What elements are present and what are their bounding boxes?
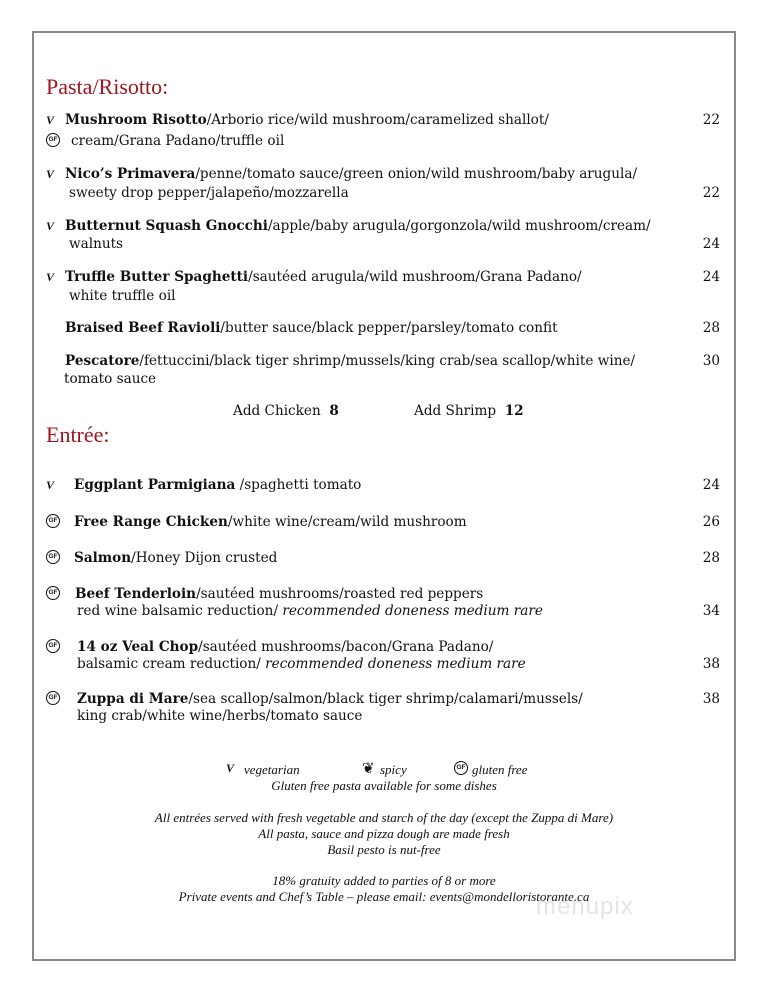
item-price: 28 xyxy=(702,550,720,566)
legend-spicy: spicy xyxy=(380,762,407,777)
item-description: /Honey Dijon crusted xyxy=(131,550,278,566)
section-title-entree: Entrée: xyxy=(46,422,110,447)
menu-item xyxy=(46,476,720,496)
menu-item xyxy=(46,585,720,625)
menu-item xyxy=(46,319,720,339)
item-price: 38 xyxy=(702,691,720,707)
item-price: 24 xyxy=(702,269,720,285)
item-note: recommended doneness medium rare xyxy=(282,603,543,619)
vegetarian-icon: V xyxy=(46,270,55,284)
item-name: Zuppa di Mare xyxy=(77,691,189,707)
item-description: /fettuccini/black tiger shrimp/mussels/king crab/sea scallop/white wine/ xyxy=(139,353,636,369)
menu-item xyxy=(46,690,720,730)
item-name: Butternut Squash Gnocchi xyxy=(65,218,268,234)
legend-gluten-free: gluten free xyxy=(472,762,528,777)
item-name: Pescatore xyxy=(65,353,140,369)
item-price: 34 xyxy=(702,603,720,619)
gluten-free-icon: GF xyxy=(46,586,60,600)
item-description-line2: balsamic cream reduction/ xyxy=(77,656,266,672)
add-chicken xyxy=(233,403,339,419)
item-description: /Arborio rice/wild mushroom/caramelized shallot/ xyxy=(206,112,549,128)
watermark: menupix xyxy=(536,893,634,920)
item-name: 14 oz Veal Chop xyxy=(77,639,199,655)
add-shrimp xyxy=(414,403,524,419)
item-description: /sautéed mushrooms/bacon/Grana Padano/ xyxy=(198,639,494,655)
item-description-line2: tomato sauce xyxy=(64,371,157,387)
fresh-note: All pasta, sauce and pizza dough are made fresh xyxy=(258,826,510,841)
menu-item xyxy=(46,268,720,308)
item-note: recommended doneness medium rare xyxy=(265,656,526,672)
addon-price: 12 xyxy=(504,403,524,419)
item-name: Beef Tenderloin xyxy=(75,586,197,602)
item-price: 38 xyxy=(702,656,720,672)
menu-item xyxy=(46,217,720,257)
item-price: 30 xyxy=(702,353,720,369)
menu-item xyxy=(46,549,720,569)
vegetarian-icon: V xyxy=(46,478,55,492)
item-description: /sautéed mushrooms/roasted red peppers xyxy=(196,586,484,602)
pepper-icon: ❦ xyxy=(362,761,375,777)
item-price: 22 xyxy=(702,112,720,128)
item-name: Braised Beef Ravioli xyxy=(65,320,221,336)
item-name: Truffle Butter Spaghetti xyxy=(65,269,249,285)
gluten-free-icon: GF xyxy=(454,761,468,775)
item-name: Salmon xyxy=(74,550,132,566)
item-price: 26 xyxy=(702,514,720,530)
gluten-free-icon: GF xyxy=(46,514,60,528)
menu-item xyxy=(46,638,720,678)
gluten-free-note: Gluten free pasta available for some dishes xyxy=(271,778,497,793)
item-description: /butter sauce/black pepper/parsley/tomato confit xyxy=(220,320,558,336)
item-name: Nico’s Primavera xyxy=(65,166,196,182)
events-note: Private events and Chef’s Table – please email: events@mondelloristorante.ca xyxy=(178,889,590,904)
menu-item xyxy=(46,352,720,392)
vegetarian-icon: V xyxy=(226,761,235,775)
section-title-pasta: Pasta/Risotto: xyxy=(46,74,169,99)
addon-label: Add Chicken xyxy=(233,403,321,419)
gratuity-note: 18% gratuity added to parties of 8 or more xyxy=(272,873,496,888)
item-description-line2: white truffle oil xyxy=(69,288,176,304)
item-description: /sautéed arugula/wild mushroom/Grana Padano/ xyxy=(248,269,582,285)
gluten-free-icon: GF xyxy=(46,639,60,653)
pesto-note: Basil pesto is nut-free xyxy=(327,842,441,857)
item-price: 24 xyxy=(702,236,720,252)
item-description-line2: red wine balsamic reduction/ xyxy=(77,603,283,619)
addon-label: Add Shrimp xyxy=(414,403,497,419)
gluten-free-icon: GF xyxy=(46,133,60,147)
item-description: /white wine/cream/wild mushroom xyxy=(227,514,467,530)
item-name: Mushroom Risotto xyxy=(65,112,207,128)
menu-item xyxy=(46,513,720,533)
item-name: Eggplant Parmigiana xyxy=(74,477,236,493)
item-description-line2: walnuts xyxy=(69,236,124,252)
item-name: Free Range Chicken xyxy=(74,514,228,530)
menu-item xyxy=(46,165,720,205)
vegetarian-icon: V xyxy=(46,219,55,233)
item-price: 22 xyxy=(702,185,720,201)
entree-note: All entrées served with fresh vegetable and starch of the day (except the Zuppa di Mare) xyxy=(154,810,614,825)
addon-price: 8 xyxy=(329,403,339,419)
item-description: /spaghetti tomato xyxy=(235,477,362,493)
item-price: 28 xyxy=(702,320,720,336)
item-description: /apple/baby arugula/gorgonzola/wild mushroom/cream/ xyxy=(267,218,651,234)
item-description-line2: sweety drop pepper/jalapeño/mozzarella xyxy=(69,185,349,201)
item-price: 24 xyxy=(702,477,720,493)
vegetarian-icon: V xyxy=(46,113,55,127)
item-description-line2: cream/Grana Padano/truffle oil xyxy=(71,133,285,149)
item-description: /sea scallop/salmon/black tiger shrimp/calamari/mussels/ xyxy=(188,691,583,707)
vegetarian-icon: V xyxy=(46,167,55,181)
item-description: /penne/tomato sauce/green onion/wild mushroom/baby arugula/ xyxy=(195,166,638,182)
legend-vegetarian: vegetarian xyxy=(244,762,300,777)
item-description-line2: king crab/white wine/herbs/tomato sauce xyxy=(77,708,363,724)
gluten-free-icon: GF xyxy=(46,550,60,564)
gluten-free-icon: GF xyxy=(46,691,60,705)
menu-item xyxy=(46,111,720,151)
